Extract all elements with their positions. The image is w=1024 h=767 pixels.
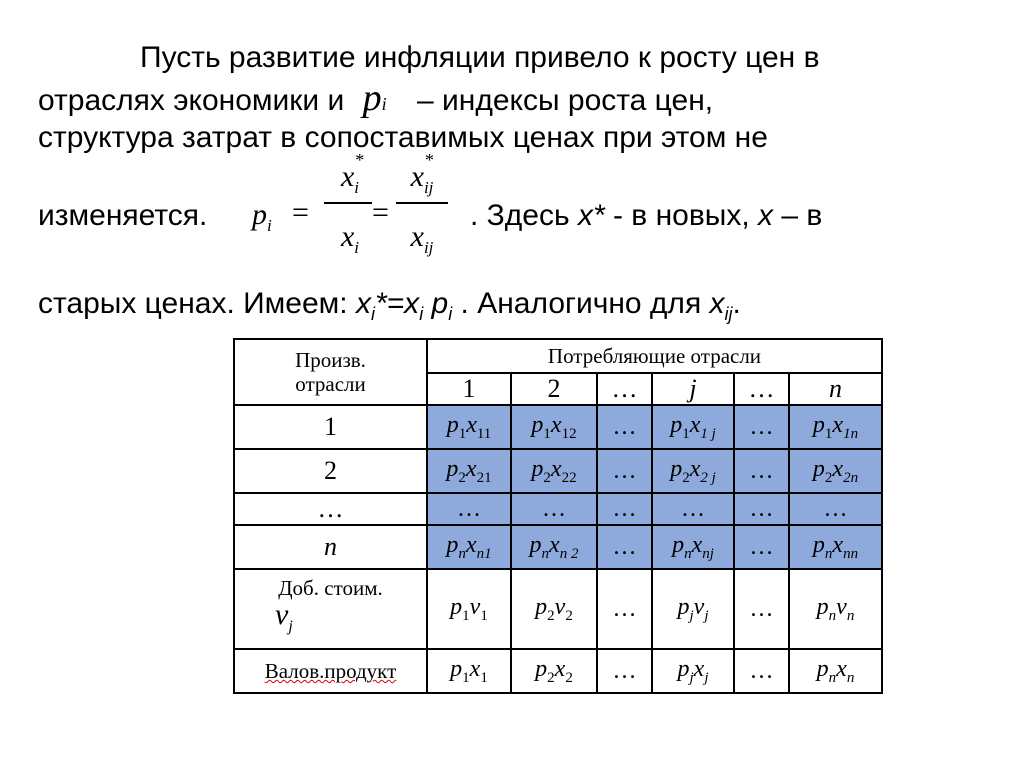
gross-output-cell-expr [450,655,488,686]
table-cell: … [734,449,789,493]
line4-x: x [758,199,773,232]
table-cell [427,525,511,569]
frac2-den-sym: x [410,220,424,253]
table-cell-sym: x [689,455,701,482]
table-cell-sub: 2n [843,469,859,486]
table-cell: … [734,493,789,525]
added-value-cell-sym: p [816,593,829,620]
table-cell-sub: n1 [476,545,492,562]
table-cell-sub: 11 [476,425,492,442]
table-cell-sub: n [458,545,466,562]
table-cell-sub: 2 [543,469,551,486]
table-cell [427,449,511,493]
table-cell-sub: n [541,545,550,562]
table-cell-sub: 1 [824,425,833,442]
table-cell-sub: 21 [476,469,492,486]
added-value-cell-sub: 2 [547,607,555,624]
row-label: 1 [234,405,427,449]
added-value-cell [652,569,734,649]
table-cell [789,525,882,569]
row-label: … [234,493,427,525]
paragraph-line-3: структура затрат в сопоставимых ценах при этом не [38,121,768,154]
frac2-num-sym: x [410,160,424,193]
table-cell-sub: 2 [824,469,833,486]
table-cell-sym: p [446,531,459,558]
table-cell-sub: nj [702,545,714,562]
added-value-cell [427,569,511,649]
table-cell-sub: n [684,545,692,562]
gross-label-cell [234,649,427,693]
table-cell-sym: x [691,531,703,558]
gross-output-cell [427,649,511,693]
gross-output-cell-expr [816,655,855,686]
table-cell-sym: x [466,411,477,438]
formula-eq-1: = [292,196,309,229]
table-cell-sym: p [531,455,544,482]
line5-x-sub: ij [724,304,733,324]
formula-lhs-sub: i [267,216,272,235]
table-cell-expr [531,455,577,486]
formula-eq-2: = [372,196,389,229]
table-cell-expr [446,531,492,562]
table-cell-sub: n 2 [559,545,579,562]
added-value-cell: … [734,569,789,649]
line5-f3: p [423,287,449,320]
table-cell [652,449,734,493]
added-value-cell-sub: 1 [462,607,470,624]
gross-output-cell-sym: x [693,655,705,682]
table-cell: … [789,493,882,525]
table-cell-sym: x [550,411,562,438]
table-cell: … [734,525,789,569]
line4-text-b: . Здесь [470,199,578,232]
table-cell-sym: p [812,411,825,438]
table-cell-expr [670,411,716,442]
gross-output-cell [511,649,597,693]
table-cell: … [511,493,597,525]
table-cell: … [597,493,652,525]
added-value-label-cell [234,569,427,649]
column-header-4: j [652,373,734,405]
table-cell-sub: 1 j [700,425,716,442]
formula-lhs [252,198,272,236]
table-cell-sym: x [832,411,844,438]
gross-output-cell-sub: j [704,669,709,686]
added-value-cell [511,569,597,649]
table-cell-sym: p [812,455,825,482]
gross-output-cell-sub: n [828,669,837,686]
added-value-cell-sym: ν [836,593,847,620]
added-value-cell [789,569,882,649]
table-cell-sym: p [529,531,542,558]
frac2-num-sup: * [424,150,434,170]
table-cell [511,405,597,449]
added-value-cell-expr [535,593,573,624]
gross-output-cell-sym: x [836,655,847,682]
frac1-num-sup: * [355,150,365,170]
table-cell [511,449,597,493]
added-value-cell-expr [816,593,855,624]
table-cell-sym: x [832,531,844,558]
added-value-cell-expr [450,593,488,624]
gross-output-cell [652,649,734,693]
gross-output-cell: … [597,649,652,693]
paragraph-line-1: Пусть развитие инфляции привело к росту цен в [140,41,820,74]
price-index-symbol: p [362,77,382,119]
table-cell-sym: x [465,531,477,558]
frac1-den-sym: x [340,220,355,253]
added-value-cell-expr [677,593,709,624]
table-row [234,525,882,569]
table-cell [789,405,882,449]
table-cell-expr [812,455,859,486]
added-value-cell: … [597,569,652,649]
table-cell-sub: 1 [458,425,467,442]
fraction-1-bar [324,202,372,204]
added-value-sym: ν [275,598,289,631]
row-label: n [234,525,427,569]
table-cell-expr [446,455,492,486]
table-cell-sym: x [689,411,701,438]
table-cell: … [652,493,734,525]
table-cell-sym: p [670,455,683,482]
fraction-1-denominator [320,220,380,258]
table-cell-sub: 1 [682,425,690,442]
consumer-header: Потребляющие отрасли [427,339,882,373]
table-cell-expr [529,531,579,562]
gross-label: Валов.продукт [264,659,397,683]
gross-output-cell-expr [677,655,709,686]
gross-output-cell-sym: p [816,655,829,682]
formula-lhs-sym: p [252,198,267,231]
line4-x-star: x* [577,199,605,232]
line5-f1: x [355,287,371,320]
fraction-1-numerator [320,150,380,198]
input-output-table [233,338,883,694]
gross-output-cell-sub: 2 [547,669,555,686]
line5-text-a: старых ценах. Имеем: [38,287,356,320]
table-cell-sym: x [550,455,562,482]
frac1-num-sub: i [354,178,360,197]
gross-output-cell-sub: 2 [565,669,573,686]
table-cell-expr [672,531,714,562]
corner-header [234,339,427,405]
added-value-label: Доб. стоим. [278,576,383,600]
added-value-cell-sym: ν [554,593,566,620]
fraction-2-denominator [392,220,452,258]
gross-output-cell-sym: x [554,655,566,682]
table-cell-sub: 2 [682,469,690,486]
table-cell-sub: 2 j [700,469,716,486]
table-cell: … [427,493,511,525]
table-cell-expr [812,531,859,562]
added-value-row [234,569,882,649]
line5-x: x [709,287,725,320]
table-cell-sym: p [446,455,459,482]
column-header-6: n [789,373,882,405]
table-cell-sub: n [824,545,833,562]
added-value-cell-sub: j [704,607,709,624]
table-cell: … [597,449,652,493]
table-cell-sub: nn [843,545,859,562]
line5-end: . [732,287,741,320]
paragraph-line-5 [38,286,741,332]
line4-text-c: - в новых, [604,199,758,232]
paragraph-line-4-start: изменяется. [38,199,208,232]
added-value-cell-sym: p [450,593,463,620]
paragraph-line-2 [38,77,714,122]
table-cell-sym: p [531,411,544,438]
gross-output-cell-sub: 1 [462,669,470,686]
corner-label-1: Произв. [295,348,366,372]
paragraph-line-4-end [470,198,822,234]
paragraph-line-2-text: отраслях экономики и [38,84,345,117]
gross-output-cell-sub: n [846,669,855,686]
gross-output-cell-sym: x [469,655,481,682]
table-cell-sub: 22 [561,469,577,486]
table-cell [511,525,597,569]
line5-text-b: . Аналогично для [452,287,710,320]
line5-f1-sub: i [370,304,375,324]
frac2-num-sub: ij [423,178,434,197]
table-cell-sub: 1 [543,425,551,442]
gross-output-cell: … [734,649,789,693]
gross-output-cell-sym: p [450,655,463,682]
line5-f2: *=x [374,287,420,320]
table-cell-expr [670,455,716,486]
table-cell-sub: 1n [843,425,859,442]
added-value-cell-sub: j [689,607,694,624]
added-value-cell-sub: 1 [480,607,488,624]
column-header-5: … [734,373,789,405]
table-cell-expr [531,411,577,442]
added-value-cell-sub: n [846,607,855,624]
added-value-cell-sym: p [535,593,548,620]
table-cell [652,525,734,569]
table-row [234,449,882,493]
added-value-cell-sym: ν [693,593,705,620]
gross-output-cell-sub: j [689,669,694,686]
gross-output-cell-sym: p [535,655,548,682]
table-row [234,493,882,525]
paragraph-line-2-tail: – индексы роста цен, [417,84,714,117]
table-cell-expr [812,411,859,442]
table-cell-sym: p [446,411,459,438]
column-header-2: 2 [511,373,597,405]
table-cell-sub: 12 [561,425,577,442]
added-value-cell-sym: p [677,593,690,620]
row-label: 2 [234,449,427,493]
table-cell-sub: 2 [458,469,466,486]
gross-output-cell-sub: 1 [480,669,488,686]
line4-text-d: – в [773,199,823,232]
added-value-sub: j [288,618,293,635]
frac1-den-sub: i [354,238,360,257]
gross-output-cell-expr [535,655,573,686]
table-cell-sym: p [672,531,685,558]
gross-output-cell [789,649,882,693]
table-cell [789,449,882,493]
added-value-cell-sub: 2 [565,607,573,624]
line5-f2-sub: i [419,304,424,324]
column-header-3: … [597,373,652,405]
line5-f3-sub: i [448,304,453,324]
frac1-num-sym: x [340,160,355,193]
frac2-den-sub: ij [423,238,434,257]
table-row [234,405,882,449]
price-index-sub: i [381,94,387,114]
gross-output-row [234,649,882,693]
table-cell: … [597,405,652,449]
corner-label-2: отрасли [295,372,366,396]
table-cell [652,405,734,449]
table-cell: … [734,405,789,449]
table-cell-sym: x [832,455,844,482]
added-value-symbol [275,600,426,642]
table-cell-expr [446,411,492,442]
added-value-cell-sub: n [828,607,837,624]
added-value-cell-sym: ν [469,593,481,620]
table-cell-sym: x [549,531,560,558]
table-cell-sym: x [465,455,477,482]
column-header-1: 1 [427,373,511,405]
table-cell: … [597,525,652,569]
table-cell-sym: p [812,531,825,558]
gross-output-cell-sym: p [677,655,690,682]
table-cell-sym: p [670,411,683,438]
fraction-2-numerator [392,150,452,198]
fraction-2-bar [396,202,448,204]
table-cell [427,405,511,449]
